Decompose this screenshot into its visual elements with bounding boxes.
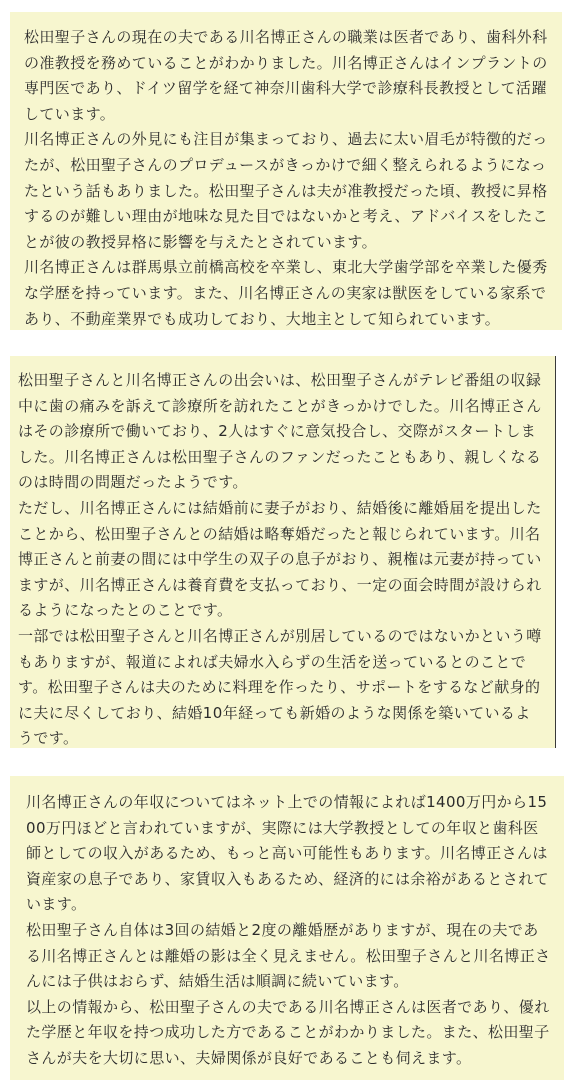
paragraph: 松田聖子さんの現在の夫である川名博正さんの職業は医者であり、歯科外科の准教授を務めていることがわかりました。川名博正さんはインプラントの専門医であり、ドイツ留学を経て神奈川歯科大学で診療科長教授として活躍しています。 [24, 28, 548, 123]
text-card-income-summary [10, 776, 564, 1080]
paragraph: 松田聖子さん自体は3回の結婚と2度の離婚歴がありますが、現在の夫である川名博正さんとは離婚の影は全く見えません。松田聖子さんと川名博正さんには子供はおらず、結婚生活は順調に続いています。 [26, 920, 551, 991]
paragraph: 一部では松田聖子さんと川名博正さんが別居しているのではないかという噂もありますが、報道によれば夫婦水入らずの生活を送っているとのことです。松田聖子さんは夫のために料理を作ったり、サポートをするなど献身的に夫に尽くしており、結婚10年経っても新婚のような関係を築いているようです。 [18, 626, 542, 748]
paragraph: 以上の情報から、松田聖子さんの夫である川名博正さんは医者であり、優れた学歴と年収を持つ成功した方であることがわかりました。また、松田聖子さんが夫を大切に思い、夫婦関係が良好であることも伺えます。 [26, 997, 550, 1067]
paragraph: 川名博正さんの外見にも注目が集まっており、過去に太い眉毛が特徴的だったが、松田聖子さんのプロデュースがきっかけで細く整えられるようになったという話もありました。松田聖子さんは夫が准教授だった頃、教授に昇格するのが難しい理由が地味な見た目ではないかと考え、アドバイスをしたことが彼の教授昇格に影響を与えたとされています。 [24, 130, 549, 251]
text-card-husband-profile [10, 12, 562, 330]
paragraph: 川名博正さんは群馬県立前橋高校を卒業し、東北大学歯学部を卒業した優秀な学歴を持っています。また、川名博正さんの実家は獣医をしている家系であり、不動産業界でも成功しており、大地主として知られています。 [24, 258, 548, 328]
paragraph: ただし、川名博正さんには結婚前に妻子がおり、結婚後に離婚届を提出したことから、松田聖子さんとの結婚は略奪婚だったと報じられています。川名博正さんと前妻の間には中学生の双子の息子がおり、親権は元妻が持っていますが、川名博正さんは養育費を支払っており、一定の面会時間が設けられるようになったとのことです。 [18, 498, 542, 620]
paragraph: 川名博正さんの年収についてはネット上での情報によれば1400万円から1500万円ほどと言われていますが、実際には大学教授としての年収と歯科医師としての収入があるため、もっと高い可能性もあります。川名博正さんは資産家の息子であり、家賃収入もあるため、経済的には余裕があるとされています。 [26, 793, 550, 914]
paragraph: 松田聖子さんと川名博正さんの出会いは、松田聖子さんがテレビ番組の収録中に歯の痛みを訴えて診療所を訪れたことがきっかけでした。川名博正さんはその診療所で働いており、2人はすぐに意気投合し、交際がスタートしました。川名博正さんは松田聖子さんのファンだったこともあり、親しくなるのは時間の問題だったようです。 [18, 371, 542, 492]
text-card-how-they-met [10, 356, 556, 748]
